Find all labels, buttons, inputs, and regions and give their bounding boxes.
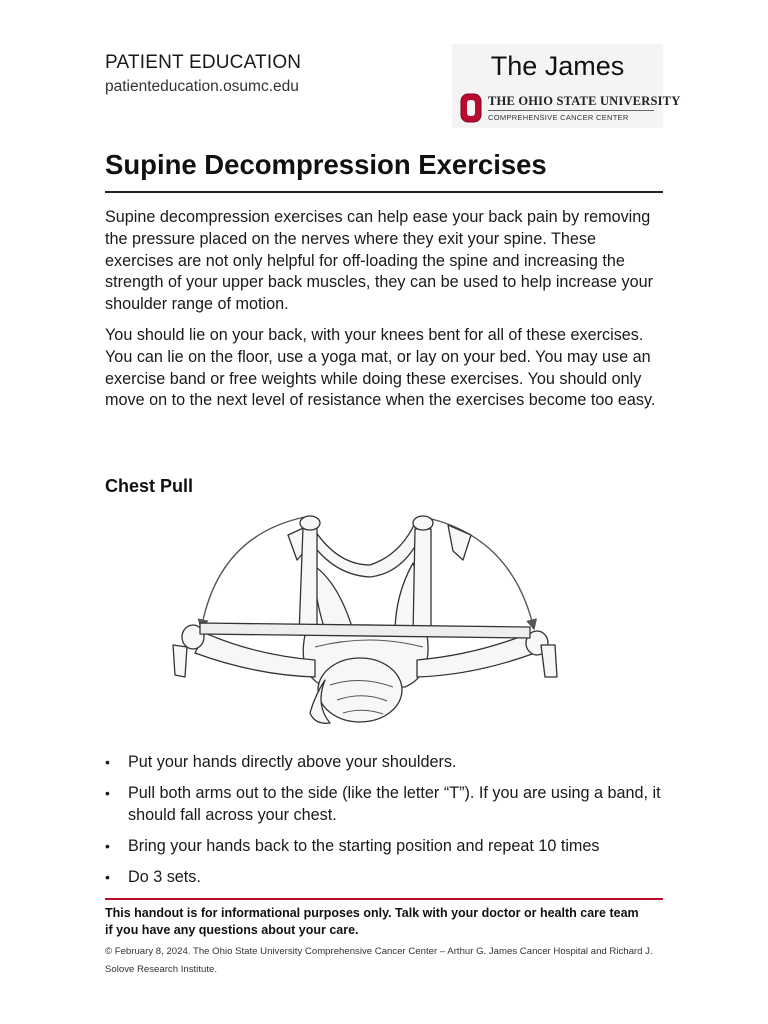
bullet-marker: •	[105, 754, 110, 770]
person-lying-supine-with-exercise-band-illustration	[165, 505, 565, 735]
list-item	[105, 752, 665, 774]
title-divider	[105, 191, 663, 193]
instructions-paragraph: You should lie on your back, with your knees bent for all of these exercises. You can lie on the floor, use a yoga mat, or lay on your bed. You may use an exercise band or free weights while doing these exercises. You should only move on to the next level of resistance when the exercises become too easy.	[105, 326, 656, 410]
footer-disclaimer: This handout is for informational purposes only. Talk with your doctor or health care team if you have any questions about your care.	[105, 906, 639, 937]
section-heading: Chest Pull	[105, 476, 194, 496]
list-item-text: Pull both arms out to the side (like the letter “T”). If you are using a band, it should fall across your chest.	[128, 784, 661, 824]
list-item-text: Do 3 sets.	[128, 867, 201, 886]
logo-divider	[488, 110, 654, 111]
page-title: Supine Decompression Exercises	[105, 149, 547, 180]
bullet-marker: •	[105, 837, 110, 854]
exercise-steps-list	[105, 752, 665, 898]
logo-name: The James	[490, 51, 625, 81]
header-org	[105, 52, 301, 97]
list-item	[105, 867, 665, 889]
bullet-marker: •	[105, 868, 110, 885]
block-o-icon	[460, 93, 482, 123]
the-james-logo	[452, 44, 681, 128]
org-url: patienteducation.osumc.edu	[105, 78, 299, 95]
list-item-text: Put your hands directly above your shoulders.	[128, 753, 457, 771]
logo-center: COMPREHENSIVE CANCER CENTER	[488, 113, 629, 122]
footer-copyright: © February 8, 2024. The Ohio State University Comprehensive Cancer Center – Arthur G. James Cancer Hospital and Richard J. Solove Research Institute.	[105, 946, 653, 975]
org-title: PATIENT EDUCATION	[105, 52, 302, 73]
intro-paragraph: Supine decompression exercises can help ease your back pain by removing the pressure placed on the nerves where they exit your spine. These exercises are not only helpful for off-loading the spine and increasing the strength of your upper back muscles, they can be used to help increase your shoulder range of motion.	[105, 208, 653, 314]
bullet-marker: •	[105, 785, 110, 801]
list-item-text: Bring your hands back to the starting position and repeat 10 times	[128, 836, 600, 855]
list-item	[105, 783, 665, 826]
logo-university: THE OHIO STATE UNIVERSITY	[488, 94, 681, 108]
footer-divider	[105, 898, 663, 900]
list-item	[105, 836, 665, 858]
